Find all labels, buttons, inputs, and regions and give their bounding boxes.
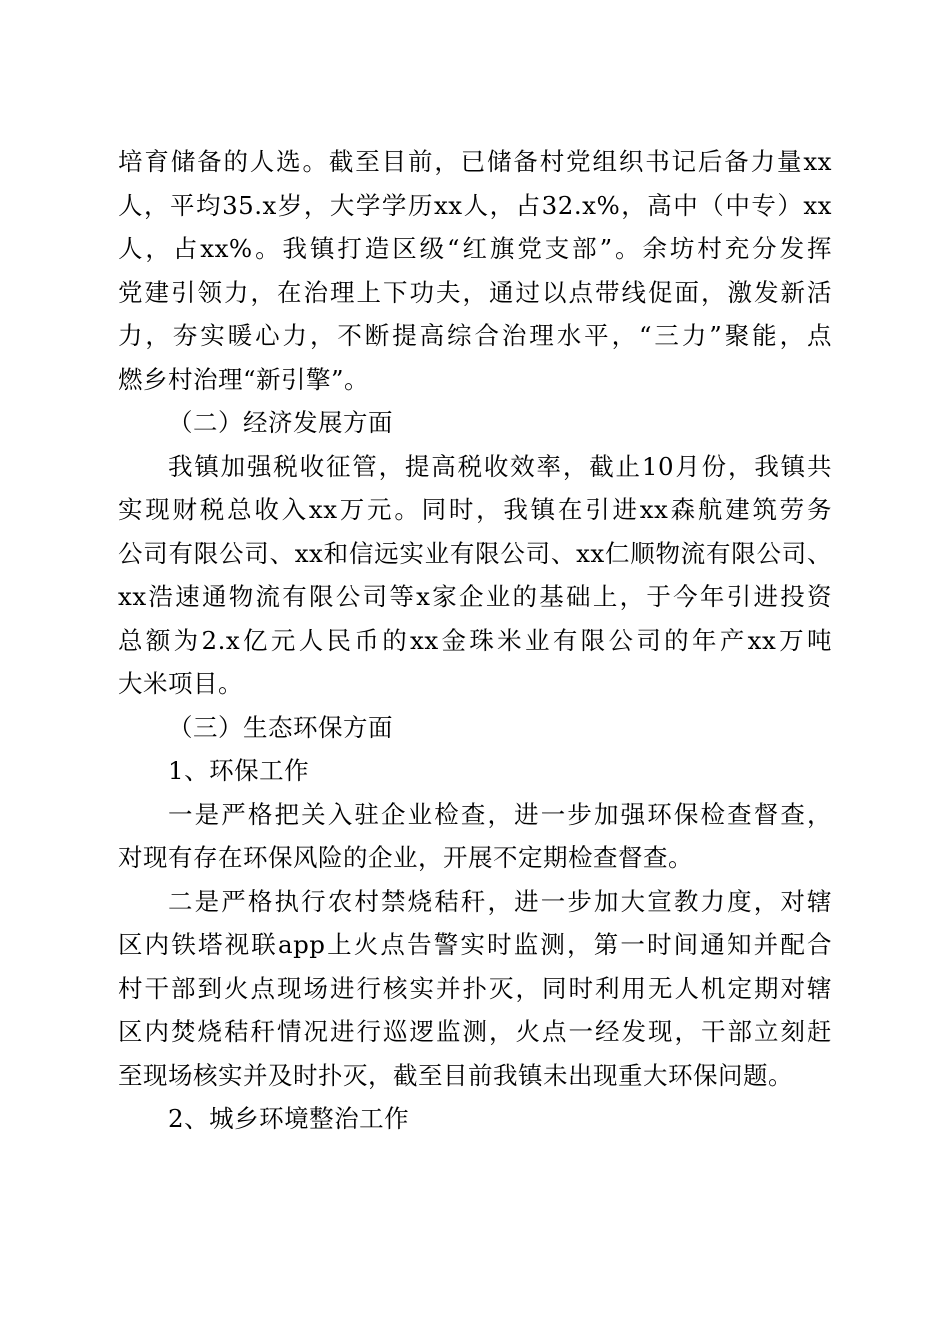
- text-line: 二是严格执行农村禁烧秸秆，进一步加大宣教力度，对辖: [168, 886, 832, 916]
- paragraph-straw-burning: [118, 880, 832, 1098]
- text-line: 公司有限公司、xx和信远实业有限公司、xx仁顺物流有限公司、: [118, 538, 832, 568]
- subsection-heading-urban-rural: [118, 1097, 832, 1141]
- section-heading-ecology: [118, 706, 832, 750]
- paragraph-economy: [118, 445, 832, 706]
- heading-text: （二）经济发展方面: [168, 408, 393, 437]
- text-line: 我镇加强税收征管，提高税收效率，截止10月份，我镇共: [168, 451, 832, 481]
- text-line: 一是严格把关入驻企业检查，进一步加强环保检查督查，: [168, 799, 832, 829]
- text-line: 区内焚烧秸秆情况进行巡逻监测，火点一经发现，干部立刻赶: [118, 1017, 832, 1046]
- section-heading-economy: [118, 401, 832, 445]
- text-line: 大米项目。: [118, 669, 243, 698]
- subsection-heading-env-work: [118, 749, 832, 793]
- text-line: 党建引领力，在治理上下功夫，通过以点带线促面，激发新活: [118, 277, 832, 307]
- text-line: 村干部到火点现场进行核实并扑灭，同时利用无人机定期对辖: [118, 973, 832, 1003]
- heading-text: （三）生态环保方面: [168, 712, 393, 742]
- text-line: 培育储备的人选。截至目前，已储备村党组织书记后备力量xx: [118, 147, 832, 176]
- text-line: 至现场核实并及时扑灭，截至目前我镇未出现重大环保问题。: [118, 1060, 793, 1090]
- text-line: 总额为2.x亿元人民币的xx金珠米业有限公司的年产xx万吨: [118, 625, 832, 655]
- text-line: 力，夯实暖心力，不断提高综合治理水平，“三力”聚能，点: [118, 321, 832, 350]
- text-line: 对现有存在环保风险的企业，开展不定期检查督查。: [118, 843, 693, 872]
- heading-text: 2、城乡环境整治工作: [168, 1104, 410, 1133]
- document-body: [118, 140, 832, 1141]
- paragraph-enterprise-inspection: [118, 793, 832, 880]
- text-line: xx浩速通物流有限公司等x家企业的基础上，于今年引进投资: [118, 582, 832, 611]
- text-line: 区内铁塔视联app上火点告警实时监测，第一时间通知并配合: [118, 930, 832, 959]
- text-line: 人，占xx%。我镇打造区级“红旗党支部”。余坊村充分发挥: [118, 234, 832, 263]
- text-line: 实现财税总收入xx万元。同时，我镇在引进xx森航建筑劳务: [118, 495, 832, 524]
- text-line: 人，平均35.x岁，大学学历xx人，占32.x%，高中（中专）xx: [118, 190, 832, 220]
- text-line: 燃乡村治理“新引擎”。: [118, 364, 370, 394]
- paragraph-talent-reserve: [118, 140, 832, 401]
- heading-text: 1、环保工作: [168, 756, 310, 785]
